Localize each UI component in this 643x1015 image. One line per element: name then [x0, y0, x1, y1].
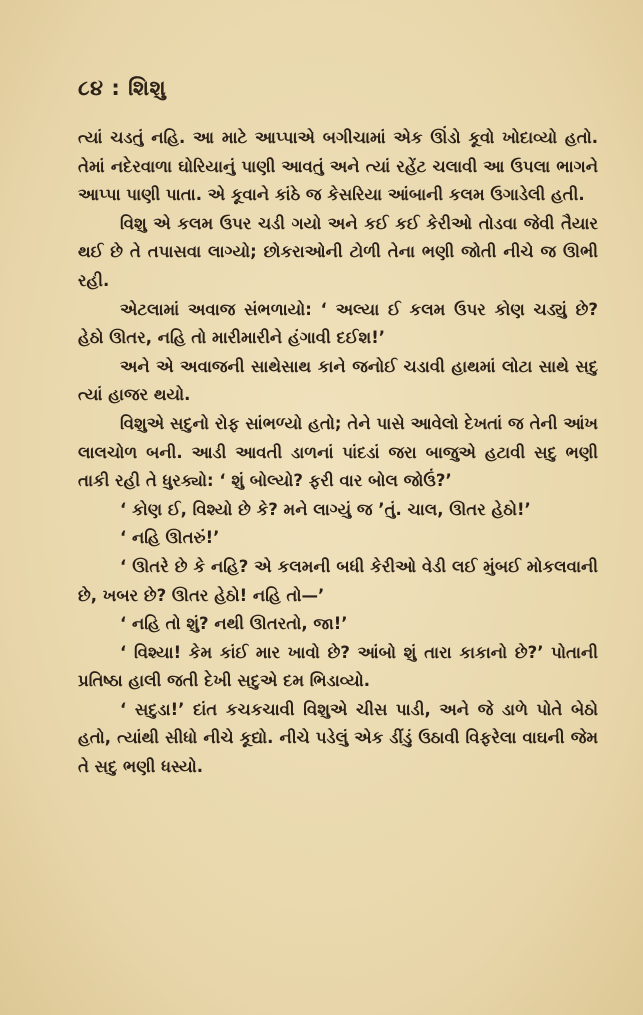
book-title: શિશુ [128, 76, 167, 100]
dialogue-line: ‘ કોણ ઈ, વિશ્યો છે કે? મને લાગ્યું જ ’તું. ચાલ, ઊતર હેઠો!’ [120, 499, 531, 519]
paragraph: ‘ વિશ્યા! કેમ કાંઈ માર ખાવો છે? આંબો શું તારા કાકાનો છે?’ પોતાની પ્રતિષ્ઠા હાલી જતી દેખી સદુએ દમ ભિડાવ્યો. [78, 642, 598, 691]
page-number: ૮૪ [78, 76, 104, 100]
paragraph: ‘ ઊતરે છે કે નહિ? એ કલમની બધી કેરીઓ વેડી લઈ મુંબઈ મોકલવાની છે, ખબર છે? ઊતર હેઠો! નહિ તો—’ [78, 556, 598, 605]
running-head [78, 76, 166, 101]
paragraph: વિશુએ સદુનો રોફ સાંભળ્યો હતો; તેને પાસે આવેલો દેખતાં જ તેની આંખ લાલચોળ બની. આડી આવતી ડાળનાં પાંદડાં જરા બાજુએ હટાવી સદુ ભણી તાકી રહી તે ધુરક્યો: ‘ શું બોલ્યો? ફરી વાર બોલ જોઉં?’ [78, 413, 598, 491]
paragraph: અને એ અવાજની સાથેસાથ કાને જનોઈ ચડાવી હાથમાં લોટા સાથે સદુ ત્યાં હાજર થયો. [78, 356, 598, 405]
paragraph: ‘ સદુડા!’ દાંત કચકચાવી વિશુએ ચીસ પાડી, અને જે ડાળે પોતે બેઠો હતો, ત્યાંથી સીધો નીચે કૂદ્યો. નીચે પડેલું એક ડીંડું ઉઠાવી વિફરેલા વાઘની જેમ તે સદુ ભણી ધસ્યો. [78, 699, 598, 777]
header-separator: : [111, 76, 121, 100]
paragraph: વિશુ એ કલમ ઉપર ચડી ગયો અને કઈ કઈ કેરીઓ તોડવા જેવી તૈયાર થઈ છે તે તપાસવા લાગ્યો; છોકરાઓની ટોળી તેના ભણી જોતી નીચે જ ઊભી રહી. [78, 213, 598, 290]
dialogue-line: ‘ નહિ તો શું? નથી ઊતરતો, જા!’ [120, 614, 348, 634]
paragraph: ત્યાં ચડતું નહિ. આ માટે આપ્પાએ બગીચામાં એક ઊંડો કૂવો ખોદાવ્યો હતો. તેમાં નદેરવાળા ઘોરિયાનું પાણી આવતું અને ત્યાં રહેંટ ચલાવી આ ઉપલા ભાગને આપ્પા પાણી પાતા. એ કૂવાને કાંઠે જ કેસરિયા આંબાની કલમ ઉગાડેલી હતી. [78, 128, 598, 205]
body-text [78, 124, 598, 782]
paragraph: એટલામાં અવાજ સંભળાયો: ‘ અલ્યા ઈ કલમ ઉપર કોણ ચડ્યું છે? હેઠો ઊતર, નહિ તો મારીમારીને હંગાવી દઈશ!’ [78, 299, 598, 348]
dialogue-line: ‘ નહિ ઊતરું!’ [120, 528, 220, 548]
